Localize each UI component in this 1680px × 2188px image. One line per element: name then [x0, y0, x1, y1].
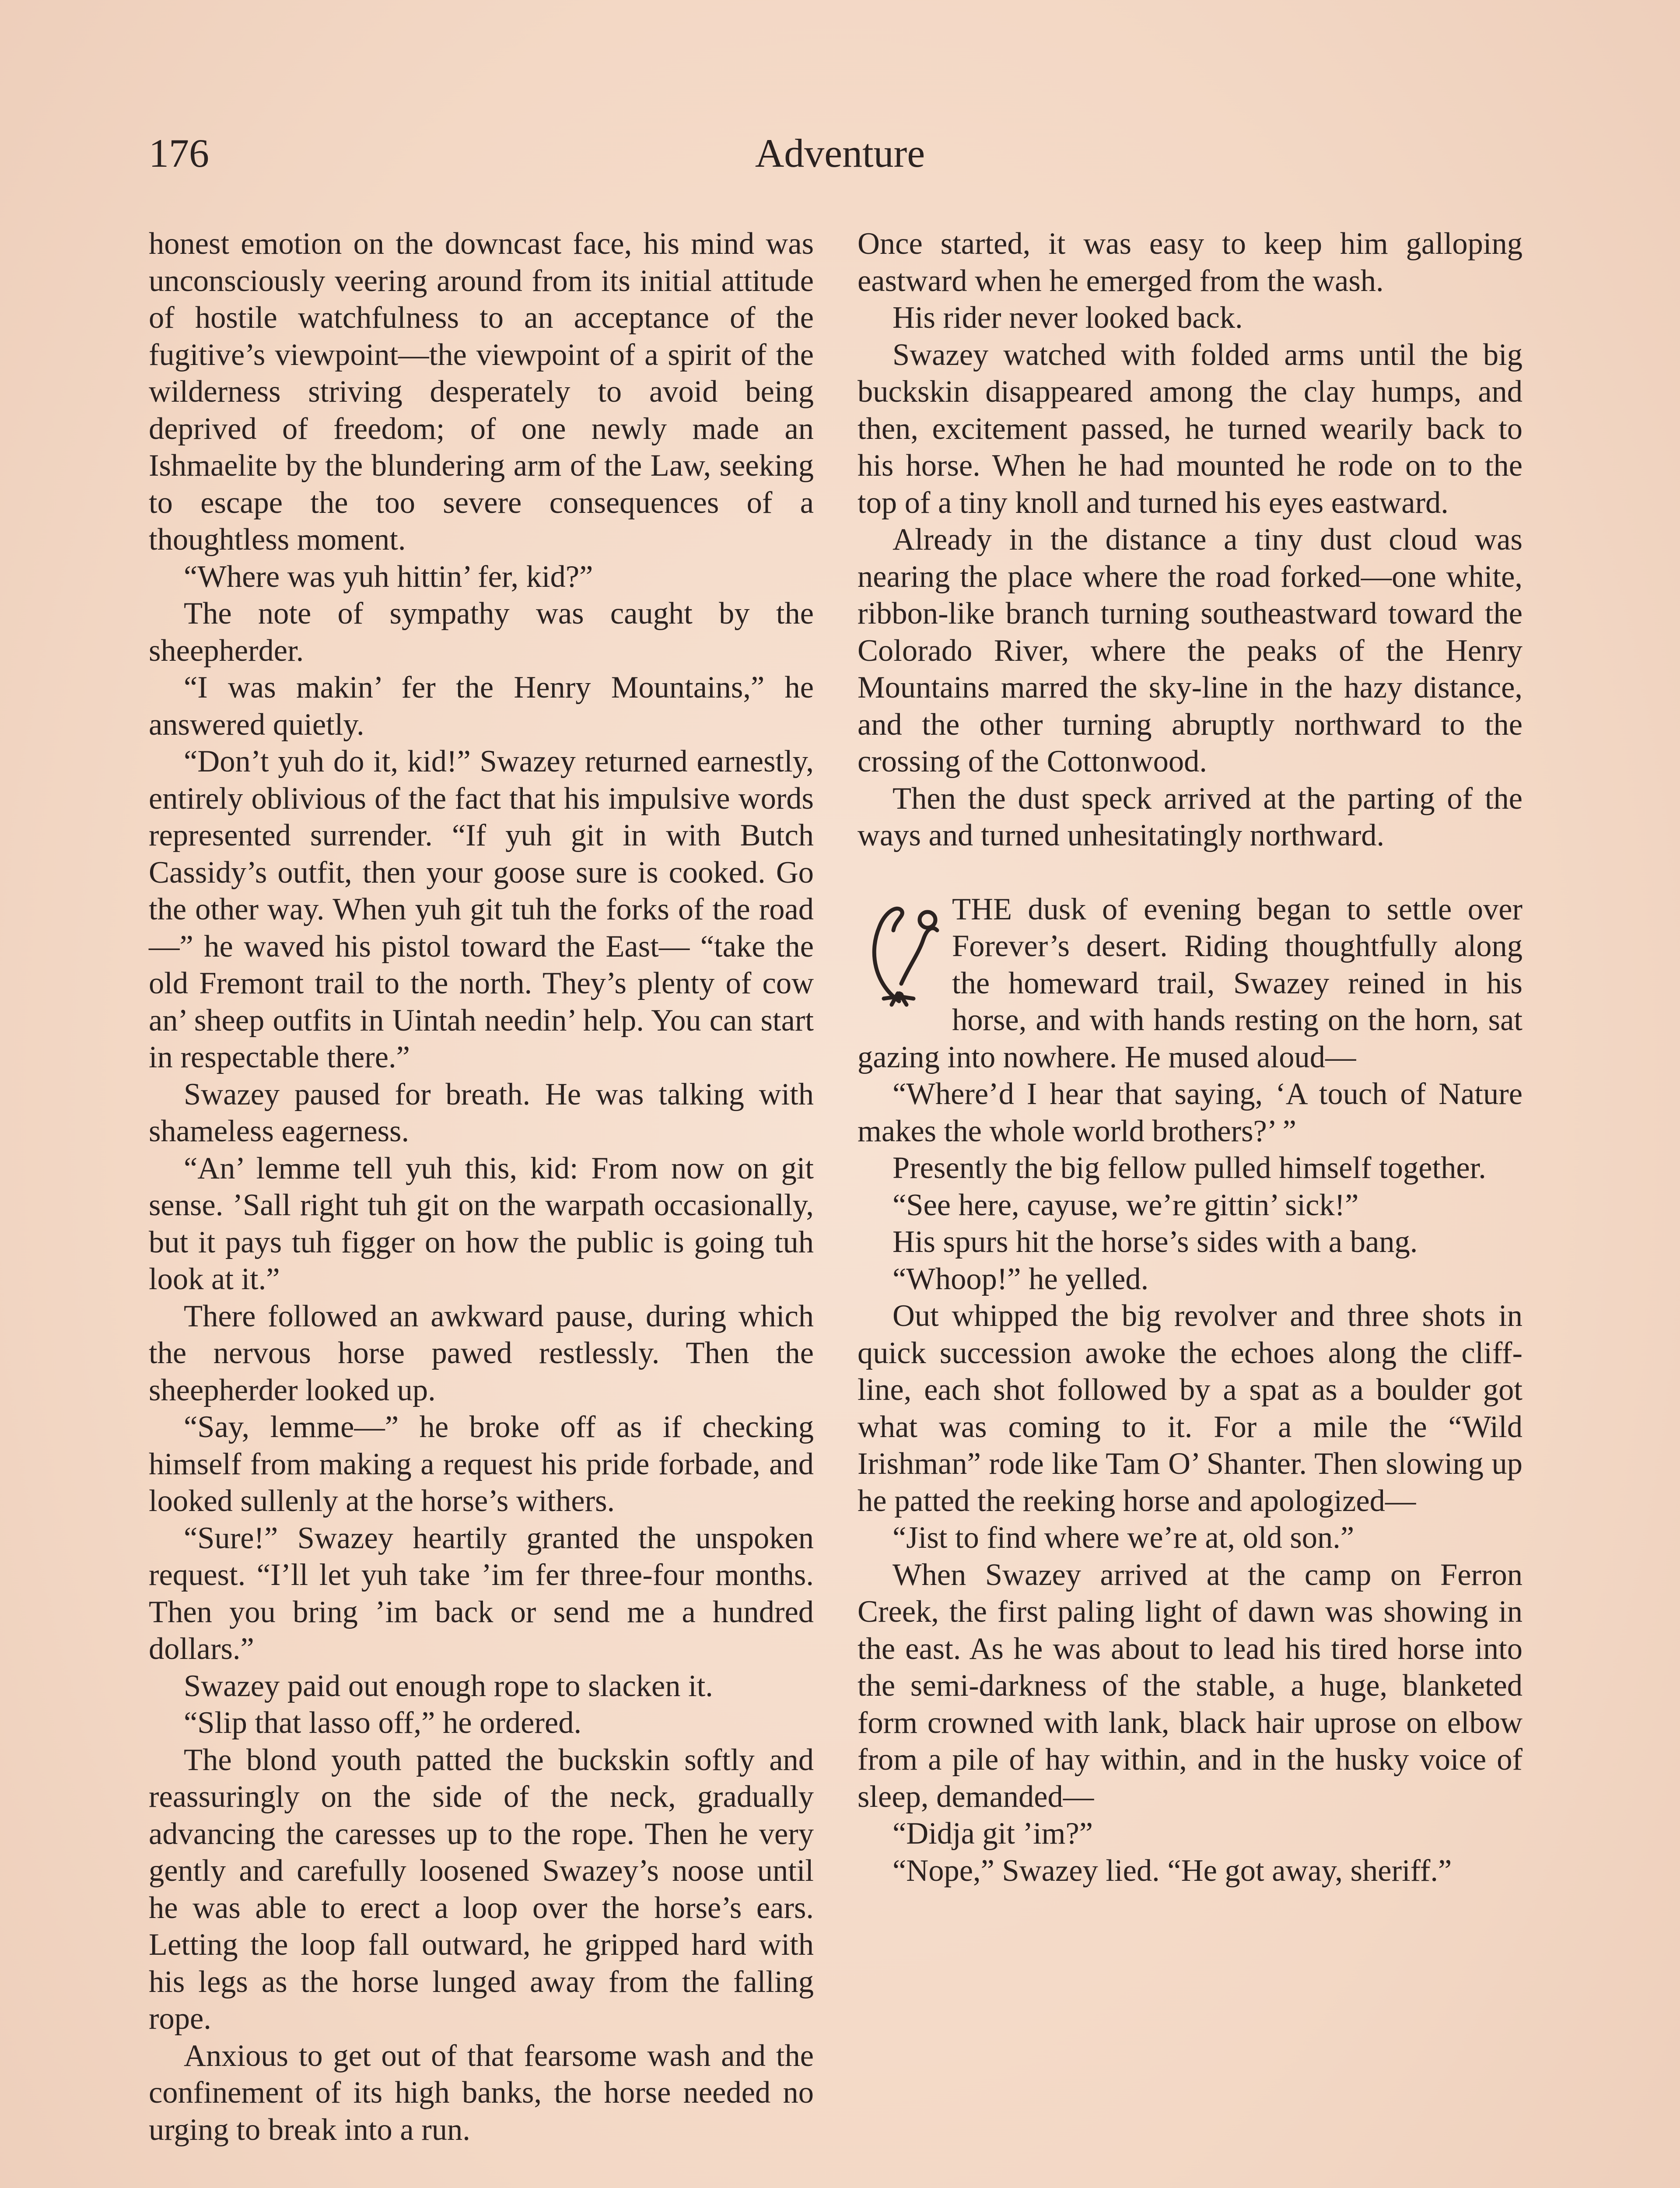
- page-header: [149, 127, 1531, 188]
- paragraph: Once started, it was easy to keep him galloping eastward when he emerged from the wash.: [858, 227, 1522, 298]
- paragraph: “Didja git ’im?”: [892, 1816, 1093, 1851]
- right-column: [858, 225, 1522, 1889]
- paragraph: “Where was yuh hittin’ fer, kid?”: [184, 559, 593, 594]
- paragraph: The blond youth patted the buckskin softly and reassuringly on the side of the neck, gradually advancing the caresses up to the rope. Then he very gently and carefully loosened Swazey’s noose until he was able to erect a loop over the horse’s ears. Letting the loop fall outward, he gripped hard with his legs as the horse lunged away from the falling rope.: [149, 1743, 814, 2036]
- paragraph: Swazey paid out enough rope to slacken it.: [184, 1669, 713, 1703]
- left-column: [149, 225, 814, 2148]
- paragraph: His spurs hit the horse’s sides with a bang.: [892, 1225, 1418, 1259]
- paragraph: Anxious to get out of that fearsome wash and the confinement of its high banks, the horse needed no urging to break into a run.: [149, 2038, 814, 2147]
- paragraph: “Where’d I hear that saying, ‘A touch of Nature makes the whole world brothers?’ ”: [858, 1077, 1522, 1148]
- spur-icon: [858, 892, 949, 1010]
- paragraph: “Say, lemme—” he broke off as if checking himself from making a request his pride forbade, and looked sullenly at the horse’s withers.: [149, 1410, 814, 1518]
- paragraph: “An’ lemme tell yuh this, kid: From now on git sense. ’Sall right tuh git on the warpath occasionally, but it pays tuh figger on how the public is going tuh look at it.”: [149, 1151, 814, 1296]
- paragraph: “Jist to find where we’re at, old son.”: [892, 1521, 1354, 1555]
- paragraph: His rider never looked back.: [892, 301, 1243, 335]
- paragraph: Presently the big fellow pulled himself together.: [892, 1151, 1486, 1185]
- section-break-paragraph: [858, 891, 1522, 1076]
- paragraph: Swazey watched with folded arms until the big buckskin disappeared among the clay humps, and then, excitement passed, he turned wearily back to his horse. When he had mounted he rode on to the top of a tiny knoll and turned his eyes eastward.: [858, 337, 1522, 520]
- paragraph: “See here, cayuse, we’re gittin’ sick!”: [892, 1188, 1359, 1222]
- page-number: 176: [149, 131, 209, 175]
- running-title: Adventure: [755, 131, 925, 175]
- paragraph: There followed an awkward pause, during which the nervous horse pawed restlessly. Then the sheepherder looked up.: [149, 1299, 814, 1407]
- paragraph: The note of sympathy was caught by the sheepherder.: [149, 596, 814, 668]
- paragraph: “Nope,” Swazey lied. “He got away, sheriff.”: [892, 1853, 1452, 1888]
- paragraph: “Whoop!” he yelled.: [892, 1262, 1149, 1296]
- paragraph: honest emotion on the downcast face, his mind was unconsciously veering around from its initial attitude of hostile watchfulness to an acceptance of the fugitive’s viewpoint—the viewpoint of a spirit of the wilderness striving desperately to avoid being deprived of freedom; of one newly made an Ishmaelite by the blundering arm of the Law, seeking to escape the too severe consequences of a thoughtless moment.: [149, 227, 814, 557]
- paragraph: “Sure!” Swazey heartily granted the unspoken request. “I’ll let yuh take ’im fer three-four months. Then you bring ’im back or send me a hundred dollars.”: [149, 1521, 814, 1666]
- paragraph: Already in the distance a tiny dust cloud was nearing the place where the road forked—one white, ribbon-like branch turning southeastward toward the Colorado River, where the peaks of the Henry Mountains marred the sky-line in the hazy distance, and the other turning abruptly northward to the crossing of the Cottonwood.: [858, 522, 1522, 778]
- section-break-text: THE dusk of evening began to settle over Forever’s desert. Riding thoughtfully along the homeward trail, Swazey reined in his horse, and with hands resting on the horn, sat gazing into nowhere. He mused aloud—: [858, 892, 1522, 1074]
- paragraph: “I was makin’ fer the Henry Mountains,” he answered quietly.: [149, 670, 814, 742]
- paragraph: Then the dust speck arrived at the parting of the ways and turned unhesitatingly northward.: [858, 781, 1522, 852]
- paragraph: “Slip that lasso off,” he ordered.: [184, 1706, 582, 1740]
- paragraph: “Don’t yuh do it, kid!” Swazey returned earnestly, entirely oblivious of the fact that his impulsive words represented surrender. “If yuh git in with Butch Cassidy’s outfit, then your goose sure is cooked. Go the other way. When yuh git tuh the forks of the road—” he waved his pistol toward the East— “take the old Fremont trail to the north. They’s plenty of cow an’ sheep outfits in Uintah needin’ help. You can start in respectable there.”: [149, 744, 814, 1074]
- paragraph: Out whipped the big revolver and three shots in quick succession awoke the echoes along the cliff-line, each shot followed by a spat as a boulder got what was coming to it. For a mile the “Wild Irishman” rode like Tam O’ Shanter. Then slowing up he patted the reeking horse and apologized—: [858, 1299, 1522, 1518]
- paragraph: When Swazey arrived at the camp on Ferron Creek, the first paling light of dawn was showing in the east. As he was about to lead his tired horse into the semi-darkness of the stable, a huge, blanketed form crowned with lank, black hair uprose on elbow from a pile of hay within, and in the husky voice of sleep, demanded—: [858, 1557, 1522, 1814]
- paragraph: Swazey paused for breath. He was talking with shameless eagerness.: [149, 1077, 814, 1148]
